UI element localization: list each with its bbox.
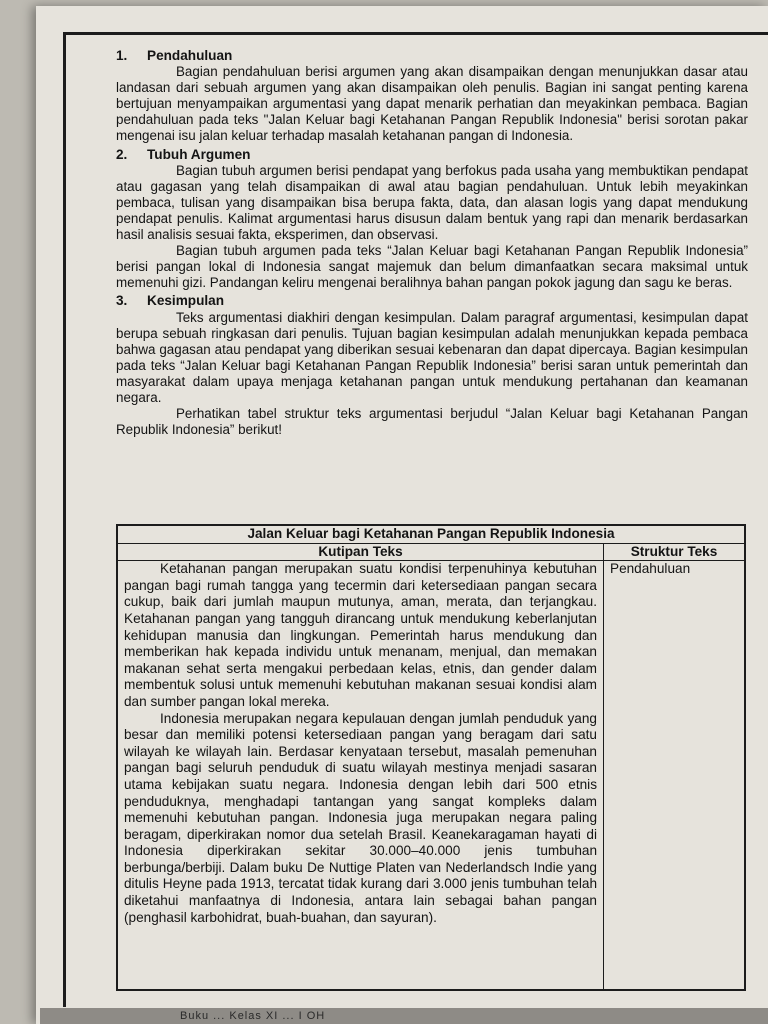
column-header-quote: Kutipan Teks bbox=[117, 543, 604, 561]
section-number: 1. bbox=[116, 48, 128, 63]
section-paragraph: Bagian tubuh argumen pada teks “Jalan Keluar bagi Ketahanan Pangan Republik Indonesia” berisi pangan lokal di Indonesia sangat majemuk dan belum dimanfaatkan secara maksimal untuk memenuhi gizi. Pandangan keliru mengenai beralihnya bahan pangan pokok jagung dan sagu ke beras. bbox=[116, 243, 748, 291]
section-number: 2. bbox=[116, 146, 128, 162]
structure-table bbox=[116, 524, 746, 991]
structure-cell: Pendahuluan bbox=[604, 561, 746, 991]
table-intro: Perhatikan tabel struktur teks argumentasi berjudul “Jalan Keluar bagi Ketahanan Pangan Republik Indonesia” berikut! bbox=[116, 406, 748, 438]
section-paragraph: Bagian tubuh argumen berisi pendapat yang berfokus pada usaha yang membuktikan pendapat atau gagasan yang telah disampaikan di awal atau bagian pendahuluan. Untuk lebih meyakinkan pembaca, tulisan yang disampaikan bisa berupa fakta, data, dan alasan logis yang dapat mendukung pendapat penulis. Kalimat argumentasi harus disusun dalam bentuk yang rapi dan menarik berdasarkan hasil analisis sesuai fakta, eksperimen, dan observasi. bbox=[116, 162, 748, 243]
page-footer: Buku ... Kelas XI ... I OH bbox=[180, 1010, 326, 1022]
section-title: Kesimpulan bbox=[147, 293, 225, 309]
section-heading bbox=[116, 293, 748, 309]
section-tubuh-argumen bbox=[116, 147, 748, 292]
quote-cell bbox=[117, 561, 604, 991]
section-kesimpulan bbox=[116, 293, 748, 438]
main-content bbox=[116, 48, 748, 440]
section-title: Pendahuluan bbox=[147, 48, 233, 63]
section-title: Tubuh Argumen bbox=[147, 146, 251, 162]
section-paragraph: Teks argumentasi diakhiri dengan kesimpulan. Dalam paragraf argumentasi, kesimpulan dapat berupa sebuah ringkasan dari penulis. Tujuan bagian kesimpulan adalah menunjukkan kepada pembaca bahwa gagasan atau pendapat yang diberikan sesuai kebenaran dan dapat dipercaya. Bagian kesimpulan pada teks “Jalan Keluar bagi Ketahanan Pangan Republik Indonesia” berisi saran untuk pemerintah dan masyarakat dalam upaya menjaga ketahanan pangan untuk mendukung pertahanan dan keamanan negara. bbox=[116, 309, 748, 405]
section-pendahuluan bbox=[116, 48, 748, 145]
table-row bbox=[117, 561, 745, 991]
page-bottom-strip bbox=[40, 1008, 768, 1024]
quote-paragraph: Ketahanan pangan merupakan suatu kondisi terpenuhinya kebutuhan pangan bagi rumah tangga yang tecermin dari ketersediaan pangan secara cukup, baik dari jumlah maupun mutunya, aman, merata, dan terjangkau. Ketahanan pangan yang tangguh dirancang untuk mendukung keberlanjutan kehidupan manusia dan lingkungan. Pemerintah harus mendukung dan memberikan hak kepada individu untuk menanam, menjual, dan memakan makanan sehat serta mengakui perbedaan kelas, etnis, dan gender dalam membentuk solusi untuk memenuhi kebutuhan makanan sesuai kondisi alam dan sumber pangan lokal mereka. bbox=[124, 561, 597, 709]
section-number: 3. bbox=[116, 293, 128, 309]
quote-paragraph: Indonesia merupakan negara kepulauan dengan jumlah penduduk yang besar dan memiliki potensi ketersediaan pangan yang beragam dari satu wilayah ke wilayah lain. Berdasar kenyataan tersebut, masalah pemenuhan pangan bagi seluruh penduduk di suatu wilayah mestinya menjadi sasaran utama kebijakan suatu negara. Indonesia dengan lebih dari 500 etnis penduduknya, menghadapi tantangan yang sangat kompleks dalam memenuhi kebutuhan pangan. Indonesia juga merupakan negara paling beragam, diperkirakan nomor dua setelah Brasil. Keanekaragaman hayati di Indonesia diperkirakan sekitar 30.000–40.000 jenis tumbuhan berbunga/berbiji. Dalam buku De Nuttige Platen van Nederlandsch Indie yang ditulis Heyne pada 1913, tercatat tidak kurang dari 3.000 jenis tumbuhan telah diketahui manfaatnya di Indonesia, antara lain sebagai bahan pangan (penghasil karbohidrat, buah-buahan, dan sayuran). bbox=[124, 710, 597, 925]
column-header-structure: Struktur Teks bbox=[604, 543, 746, 561]
table-title: Jalan Keluar bagi Ketahanan Pangan Republik Indonesia bbox=[117, 525, 745, 543]
section-heading bbox=[116, 48, 748, 64]
section-heading bbox=[116, 147, 748, 163]
section-paragraph: Bagian pendahuluan berisi argumen yang akan disampaikan dengan menunjukkan dasar atau landasan dari sebuah argumen yang akan disampaikan oleh penulis. Bagian ini sangat penting karena bertujuan menyampaikan argumentasi yang dapat menarik perhatian dan meyakinkan pembaca. Bagian pendahuluan pada teks "Jalan Keluar bagi Ketahanan Pangan Republik Indonesia" berisi sorotan pakar mengenai isu jalan keluar terhadap masalah ketahanan pangan di Indonesia. bbox=[116, 64, 748, 144]
